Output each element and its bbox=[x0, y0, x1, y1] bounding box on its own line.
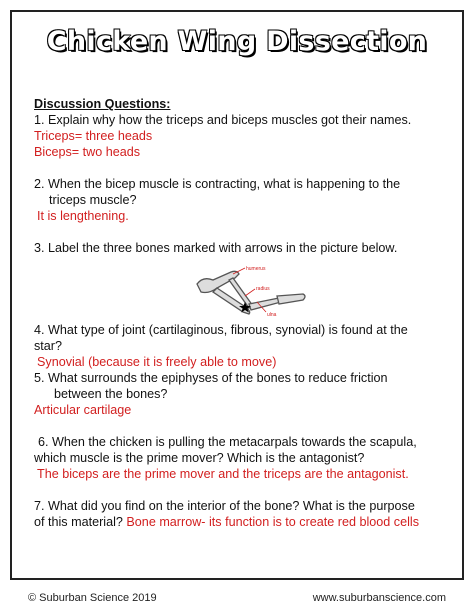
page-footer bbox=[28, 592, 446, 604]
question-5-line1: 5. What surrounds the epiphyses of the bones to reduce friction bbox=[34, 371, 388, 385]
page-title: Chicken Wing Dissection bbox=[46, 26, 428, 57]
website-text: www.suburbanscience.com bbox=[312, 592, 446, 604]
answer-6: The biceps are the prime mover and the triceps are the antagonist. bbox=[37, 467, 409, 481]
wing-bones-illustration bbox=[189, 262, 319, 320]
question-7-text: of this material? bbox=[34, 515, 127, 529]
question-6-line2: which muscle is the prime mover? Which is the antagonist? bbox=[34, 451, 365, 465]
answer-7: Bone marrow- its function is to create red blood cells bbox=[126, 515, 419, 529]
question-6-line1: 6. When the chicken is pulling the metacarpals towards the scapula, bbox=[38, 435, 417, 449]
question-4-line1: 4. What type of joint (cartilaginous, fibrous, synovial) is found at the bbox=[34, 323, 408, 337]
question-2-line2: triceps muscle? bbox=[49, 193, 137, 207]
questions-section bbox=[34, 96, 454, 530]
question-5-line2: between the bones? bbox=[54, 387, 168, 401]
question-7-line2 bbox=[34, 514, 454, 530]
wing-bones-figure bbox=[34, 262, 454, 322]
question-1: 1. Explain why how the triceps and biceps muscles got their names. bbox=[34, 113, 412, 127]
answer-5: Articular cartilage bbox=[34, 403, 132, 417]
question-2-line1: 2. When the bicep muscle is contracting, what is happening to the bbox=[34, 177, 401, 191]
label-ulna: ulna bbox=[267, 312, 277, 318]
label-humerus: humerus bbox=[246, 266, 266, 272]
answer-1a: Triceps= three heads bbox=[34, 129, 153, 143]
discussion-heading: Discussion Questions: bbox=[34, 97, 171, 111]
answer-1b: Biceps= two heads bbox=[34, 145, 141, 159]
worksheet-frame bbox=[10, 10, 464, 580]
question-4-line2: star? bbox=[34, 339, 62, 353]
label-radius: radius bbox=[256, 286, 270, 292]
question-7-line1: 7. What did you find on the interior of the bone? What is the purpose bbox=[34, 499, 415, 513]
answer-2: It is lengthening. bbox=[37, 209, 129, 223]
answer-4: Synovial (because it is freely able to move) bbox=[37, 355, 277, 369]
copyright-text: © Suburban Science 2019 bbox=[28, 592, 157, 604]
question-3: 3. Label the three bones marked with arrows in the picture below. bbox=[34, 241, 398, 255]
